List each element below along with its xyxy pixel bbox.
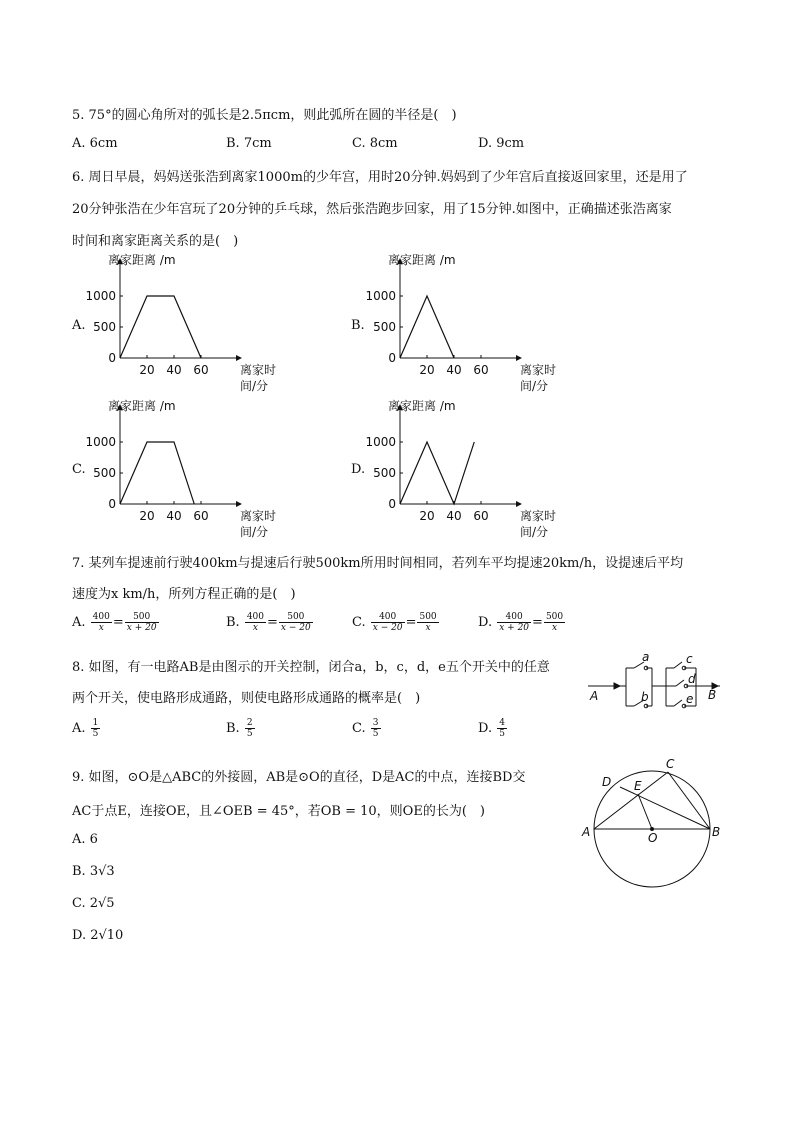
y-tick-label: 1000 [365,289,396,303]
q7-stem-line2: 速度为x km/h，所列方程正确的是( ) [72,587,296,602]
q9-stem-line2: AC于点E，连接OE，且∠OEB = 45°，若OB = 10，则OE的长为( ) [72,804,485,819]
x-tick-label: 60 [473,509,489,523]
series-line [120,296,201,358]
q9-option-c[interactable]: C. 2√5 [72,896,115,911]
q5-option-b[interactable]: B. 7cm [226,136,272,151]
svg-text:O: O [648,831,658,845]
q6-stem-line2: 20分钟张浩在少年宫玩了20分钟的乒乓球，然后张浩跑步回家，用了15分钟.如图中，正确描述张浩离家 [72,202,672,217]
svg-text:A: A [582,825,591,839]
svg-text:E: E [634,779,642,793]
x-axis-label-line1: 离家时 [240,363,277,377]
x-axis-label-line1: 离家时 [520,363,557,377]
x-tick-label: 60 [193,363,209,377]
y-tick-label: 500 [373,320,396,334]
q8-option-b[interactable]: B. $\frac{2}{5}$ [226,718,253,739]
graph-axes [397,258,522,361]
y-tick-label: 1000 [365,435,396,449]
x-tick-label: 20 [419,509,435,523]
x-axis-arrow [516,355,522,361]
svg-text:A: A [590,689,599,703]
q8-option-a[interactable]: A. $\frac{1}{5}$ [72,718,99,739]
svg-text:B: B [708,688,717,702]
q7-option-b[interactable]: B. $\frac{400}{x}$ = $\frac{500}{x - 20}$ [226,612,311,633]
q6-graph-c [84,396,277,546]
x-axis-label-line1: 离家时 [520,509,557,523]
q8-circuit-diagram [586,650,726,714]
q7-option-c[interactable]: C. $\frac{400}{x - 20}$ = $\frac{500}{x}$ [352,612,437,633]
svg-text:b: b [641,690,649,704]
q9-option-b[interactable]: B. 3√3 [72,864,115,879]
x-axis-arrow [236,501,242,507]
q9-option-a[interactable]: A. 6 [72,832,98,847]
q6-stem-line1: 6. 周日早晨，妈妈送张浩到离家1000m的少年宫，用时20分钟.妈妈到了少年宫后直接返回家里，还是用了 [72,170,688,185]
q6-option-c-letter[interactable]: C. [72,462,86,477]
y-tick-label: 500 [373,466,396,480]
q6-stem-line3: 时间和离家距离关系的是( ) [72,234,239,249]
y-tick-label: 0 [388,497,396,511]
y-axis-label: 离家距离 /m [108,253,176,267]
graph-axes [397,404,522,507]
x-tick-label: 40 [446,363,462,377]
svg-text:B: B [712,825,721,839]
q7-option-d[interactable]: D. $\frac{400}{x + 20}$ = $\frac{500}{x}$ [478,612,564,633]
x-axis-arrow [236,355,242,361]
q6-graph-d [364,396,557,546]
q8-stem-line1: 8. 如图，有一电路AB是由图示的开关控制，闭合a，b，c，d，e五个开关中的任意 [72,660,550,675]
series-line [120,442,194,504]
q5-stem: 5. 75°的圆心角所对的弧长是2.5πcm，则此弧所在圆的半径是( ) [72,108,457,123]
q8-option-d[interactable]: D. $\frac{4}{5}$ [478,718,505,739]
q6-graph-b [364,250,557,400]
y-tick-label: 1000 [85,435,116,449]
series-line [400,442,474,504]
q6-graph-a [84,250,277,400]
x-tick-label: 40 [446,509,462,523]
svg-text:c: c [686,652,693,666]
svg-text:a: a [642,650,650,664]
svg-text:D: D [602,775,612,789]
q7-option-a[interactable]: A. $\frac{400}{x}$ = $\frac{500}{x + 20}$ [72,612,157,633]
x-tick-label: 20 [419,363,435,377]
x-axis-arrow [516,501,522,507]
graph-axes [117,404,242,507]
x-axis-label-line2: 间/分 [520,379,549,393]
q5-option-d[interactable]: D. 9cm [478,136,525,151]
y-tick-label: 0 [108,497,116,511]
y-tick-label: 500 [93,466,116,480]
q5-option-c[interactable]: C. 8cm [352,136,398,151]
q9-option-d[interactable]: D. 2√10 [72,928,124,943]
y-tick-label: 1000 [85,289,116,303]
x-axis-label-line1: 离家时 [240,509,277,523]
x-tick-label: 40 [166,509,182,523]
x-tick-label: 60 [193,509,209,523]
q9-stem-line1: 9. 如图，⊙O是△ABC的外接圆，AB是⊙O的直径，D是AC的中点，连接BD交 [72,770,526,785]
x-axis-label-line2: 间/分 [240,525,269,539]
q9-circle-diagram [576,756,726,890]
y-tick-label: 0 [388,351,396,365]
series-line [400,296,454,358]
q5-option-a[interactable]: A. 6cm [72,136,118,151]
q6-option-d-letter[interactable]: D. [351,462,366,477]
q8-option-c[interactable]: C. $\frac{3}{5}$ [352,718,379,739]
q8-stem-line2: 两个开关，使电路形成通路，则使电路形成通路的概率是( ) [72,691,421,706]
y-axis-label: 离家距离 /m [388,253,456,267]
q6-option-a-letter[interactable]: A. [72,318,86,333]
y-axis-label: 离家距离 /m [108,399,176,413]
svg-text:C: C [666,757,675,771]
y-tick-label: 0 [108,351,116,365]
x-tick-label: 20 [139,363,155,377]
y-tick-label: 500 [93,320,116,334]
svg-text:d: d [688,672,696,686]
x-tick-label: 20 [139,509,155,523]
q7-stem-line1: 7. 某列车提速前行驶400km与提速后行驶500km所用时间相同，若列车平均提速20km/h，设提速后平均 [72,556,684,571]
x-axis-label-line2: 间/分 [520,525,549,539]
svg-text:e: e [686,692,694,706]
y-axis-label: 离家距离 /m [388,399,456,413]
x-axis-label-line2: 间/分 [240,379,269,393]
q6-option-b-letter[interactable]: B. [351,318,365,333]
x-tick-label: 40 [166,363,182,377]
x-tick-label: 60 [473,363,489,377]
